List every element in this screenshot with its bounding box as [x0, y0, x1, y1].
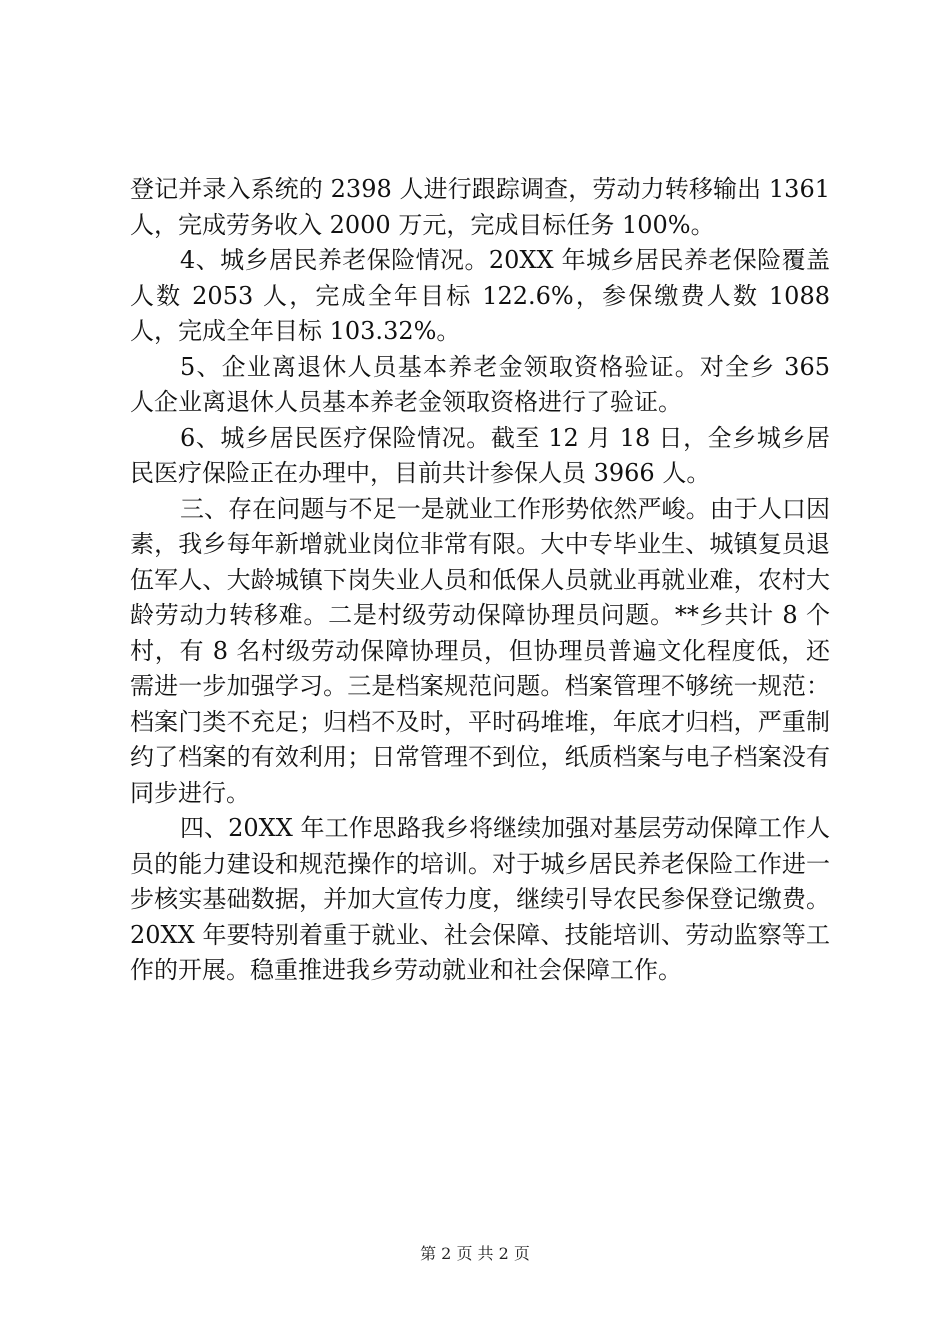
- paragraph-medical-insurance: 6、城乡居民医疗保险情况。截至 12 月 18 日，全乡城乡居民医疗保险正在办理中，目前共计参保人员 3966 人。: [130, 423, 830, 487]
- paragraph-problems: 三、存在问题与不足一是就业工作形势依然严峻。由于人口因素，我乡每年新增就业岗位非常有限。大中专毕业生、城镇复员退伍军人、大龄城镇下岗失业人员和低保人员就业再就业难，农村大龄劳动力转移难。二是村级劳动保障协理员问题。**乡共计 8 个村，有 8 名村级劳动保障协理员，但协理员普遍文化程度低，还需进一步加强学习。三是档案规范问题。档案管理不够统一规范：档案门类不充足；归档不及时，平时码堆堆，年底才归档，严重制约了档案的有效利用；日常管理不到位，纸质档案与电子档案没有同步进行。: [130, 494, 830, 807]
- paragraph-pension-insurance: 4、城乡居民养老保险情况。20XX 年城乡居民养老保险覆盖人数 2053 人，完成全年目标 122.6%，参保缴费人数 1088 人，完成全年目标 103.32%。: [130, 246, 830, 345]
- page-number-footer: 第 2 页 共 2 页: [420, 1244, 530, 1263]
- document-body: [130, 172, 830, 989]
- paragraph-continuation: 登记并录入系统的 2398 人进行跟踪调查，劳动力转移输出 1361 人，完成劳务收入 2000 万元，完成目标任务 100%。: [130, 175, 830, 239]
- paragraph-work-plan: 四、20XX 年工作思路我乡将继续加强对基层劳动保障工作人员的能力建设和规范操作的培训。对于城乡居民养老保险工作进一步核实基础数据，并加大宣传力度，继续引导农民参保登记缴费。20XX 年要特别着重于就业、社会保障、技能培训、劳动监察等工作的开展。稳重推进我乡劳动就业和社会保障工作。: [130, 814, 830, 984]
- paragraph-retiree-verification: 5、企业离退休人员基本养老金领取资格验证。对全乡 365 人企业离退休人员基本养老金领取资格进行了验证。: [130, 352, 830, 416]
